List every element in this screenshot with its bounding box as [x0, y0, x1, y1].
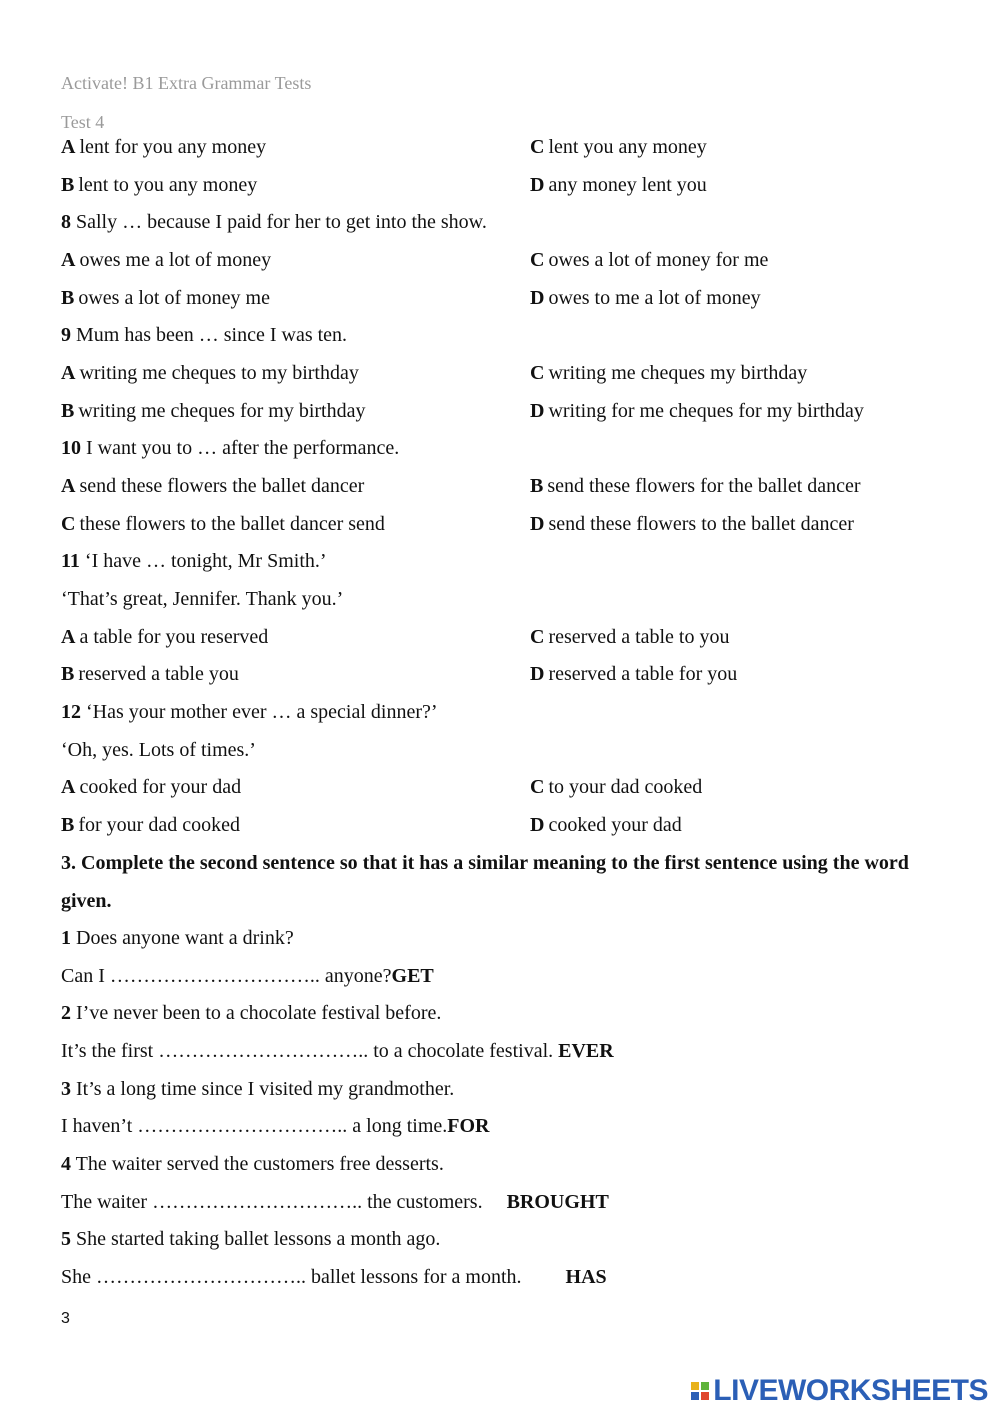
q11-option-b[interactable]: B reserved a table you: [61, 663, 239, 685]
s3-item-5-second[interactable]: She ………………………….. ballet lessons for a month. HAS: [61, 1266, 607, 1288]
q9-option-a[interactable]: A writing me cheques to my birthday: [61, 362, 359, 384]
section-3-instructions: 3. Complete the second sentence so that it has a similar meaning to the first sentence using the word given.: [61, 852, 909, 912]
keyword: HAS: [565, 1266, 607, 1288]
s3-item-1-first: 1 Does anyone want a drink?: [61, 927, 294, 949]
q12-option-a[interactable]: A cooked for your dad: [61, 776, 242, 798]
q8-option-d[interactable]: D owes to me a lot of money: [530, 287, 761, 309]
document-title: Activate! B1 Extra Grammar Tests: [61, 73, 312, 93]
s3-item-3-second[interactable]: I haven’t ………………………….. a long time.FOR: [61, 1115, 490, 1137]
s3-item-4-first: 4 The waiter served the customers free desserts.: [61, 1153, 444, 1175]
q9-option-d[interactable]: D writing for me cheques for my birthday: [530, 400, 864, 422]
s3-item-2-second[interactable]: It’s the first ………………………….. to a chocolate festival. EVER: [61, 1040, 614, 1062]
q9-stem: 9 Mum has been … since I was ten.: [61, 324, 348, 346]
q8-option-a[interactable]: A owes me a lot of money: [61, 249, 272, 271]
logo-text: LIVEWORKSHEETS: [713, 1374, 988, 1407]
logo-icon: [691, 1382, 709, 1400]
q11-stem: 11 ‘I have … tonight, Mr Smith.’: [61, 550, 327, 572]
q8-option-c[interactable]: C owes a lot of money for me: [530, 249, 769, 271]
s3-item-3-first: 3 It’s a long time since I visited my grandmother.: [61, 1078, 455, 1100]
q10-option-a[interactable]: A send these flowers the ballet dancer: [61, 475, 365, 497]
test-label: Test 4: [61, 112, 105, 132]
q12-option-c[interactable]: C to your dad cooked: [530, 776, 703, 798]
q7-option-c[interactable]: C lent you any money: [530, 136, 707, 158]
q7-option-d[interactable]: D any money lent you: [530, 174, 707, 196]
q11-option-d[interactable]: D reserved a table for you: [530, 663, 738, 685]
q10-stem: 10 I want you to … after the performance.: [61, 437, 400, 459]
q12-stem: 12 ‘Has your mother ever … a special dinner?’: [61, 701, 438, 723]
q9-option-c[interactable]: C writing me cheques my birthday: [530, 362, 808, 384]
q7-option-b[interactable]: B lent to you any money: [61, 174, 258, 196]
q10-option-c[interactable]: C these flowers to the ballet dancer send: [61, 513, 385, 535]
q7-option-a[interactable]: A lent for you any money: [61, 136, 267, 158]
q10-option-b[interactable]: B send these flowers for the ballet dancer: [530, 475, 861, 497]
keyword: EVER: [558, 1040, 614, 1062]
q12-option-d[interactable]: D cooked your dad: [530, 814, 682, 836]
q11-option-c[interactable]: C reserved a table to you: [530, 626, 730, 648]
s3-item-4-second[interactable]: The waiter ………………………….. the customers. BROUGHT: [61, 1191, 609, 1213]
liveworksheets-logo: [691, 1374, 988, 1408]
q12-reply: ‘Oh, yes. Lots of times.’: [61, 739, 256, 761]
keyword: GET: [391, 965, 434, 987]
q12-option-b[interactable]: B for your dad cooked: [61, 814, 240, 836]
q10-option-d[interactable]: D send these flowers to the ballet dancer: [530, 513, 854, 535]
keyword: FOR: [447, 1115, 490, 1137]
q11-reply: ‘That’s great, Jennifer. Thank you.’: [61, 588, 344, 610]
s3-item-5-first: 5 She started taking ballet lessons a month ago.: [61, 1228, 441, 1250]
page-number: 3: [61, 1310, 70, 1327]
q8-stem: 8 Sally … because I paid for her to get into the show.: [61, 211, 487, 233]
keyword: BROUGHT: [506, 1191, 609, 1213]
q8-option-b[interactable]: B owes a lot of money me: [61, 287, 270, 309]
q9-option-b[interactable]: B writing me cheques for my birthday: [61, 400, 366, 422]
s3-item-2-first: 2 I’ve never been to a chocolate festival before.: [61, 1002, 442, 1024]
q11-option-a[interactable]: A a table for you reserved: [61, 626, 269, 648]
s3-item-1-second[interactable]: Can I ………………………….. anyone?GET: [61, 965, 434, 987]
